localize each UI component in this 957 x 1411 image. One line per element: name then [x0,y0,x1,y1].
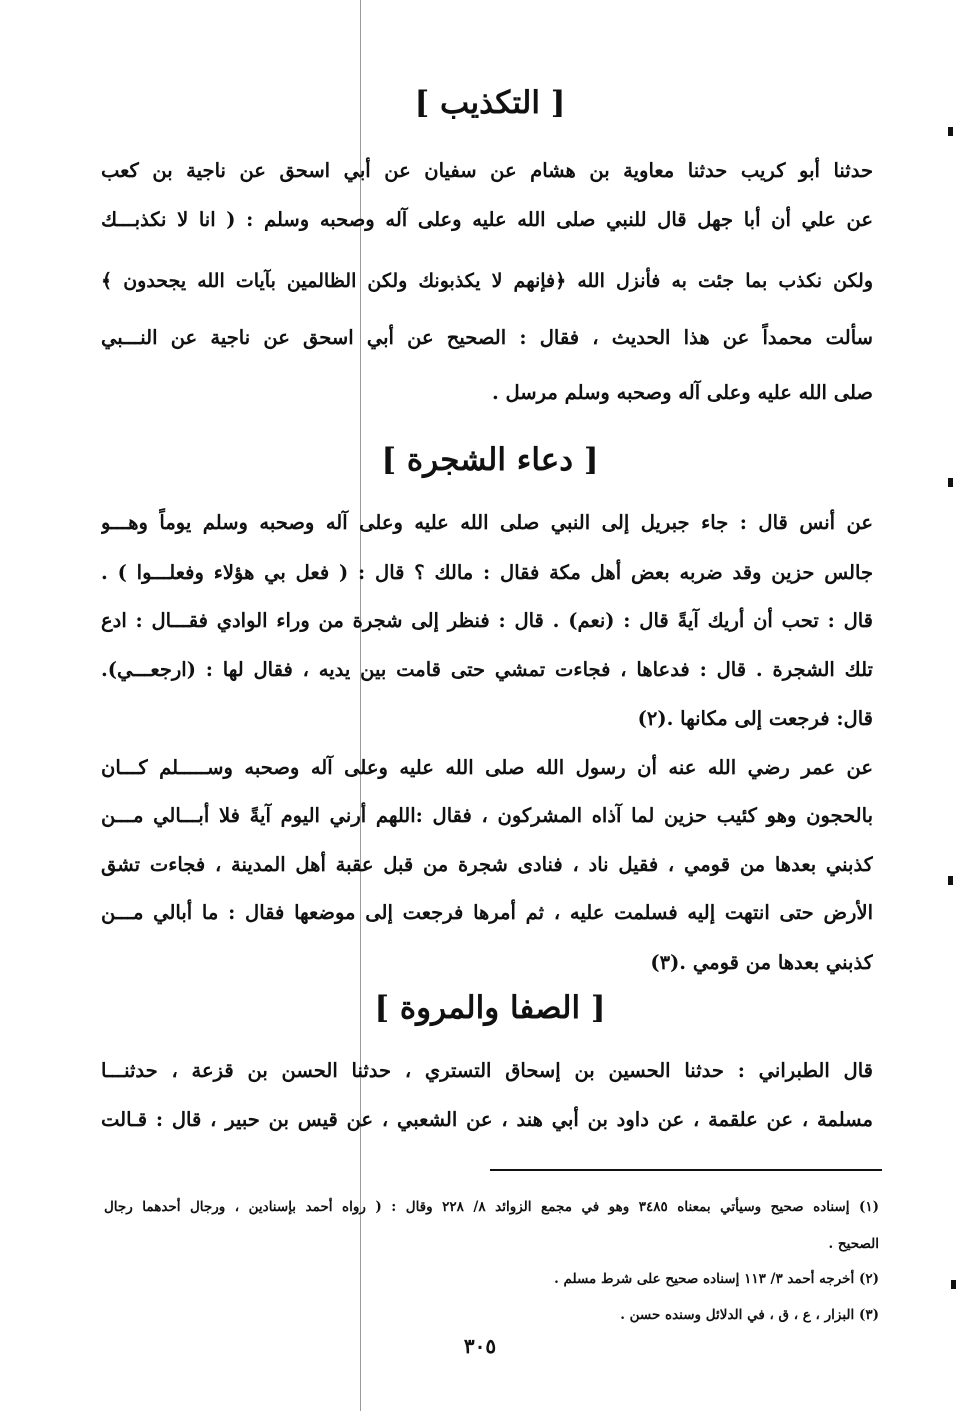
margin-mark [948,876,953,885]
section-heading-safa-marwa: [ الصفا والمروة ] [374,990,606,1026]
text-line: الأرض حتى انتهت إليه فسلمت عليه ، ثم أمرها فرجعت إلى موضعها فقال : ما أبالي مـــن [101,901,873,924]
text-line: عن أنس قال : جاء جبريل إلى النبي صلى الله عليه وعلى آله وصحبه وسلم يوماً وهـــو [101,511,873,534]
footnote-1-continued: الصحيح . [828,1236,879,1252]
text-line: قال الطبراني : حدثنا الحسين بن إسحاق التستري ، حدثنا الحسن بن قزعة ، حدثنـــا [101,1059,873,1082]
text-line: بالحجون وهو كئيب حزين لما آذاه المشركون ، فقال :اللهم أرني اليوم آيةً فلا أبـــالي مـــن [101,804,873,827]
text-line: كذبني بعدها من قومي ، فقيل ناد ، فنادى شجرة من قبل عقبة أهل المدينة ، فجاءت تشق [101,853,873,876]
section-heading-dua-shajara: [ دعاء الشجرة ] [381,442,599,478]
margin-mark [948,478,953,487]
text-line: سألت محمداً عن هذا الحديث ، فقال : الصحيح عن أبي اسحق عن ناجية عن النـــبي [101,326,873,349]
text-line: عن علي أن أبا جهل قال للنبي صلى الله عليه وعلى آله وصحبه وسلم : ( انا لا نكذبـــك [101,208,873,231]
text-line: كذبني بعدها من قومي .(٣) [650,951,873,974]
footnote-1: (١) إسناده صحيح وسيأتي بمعناه ٣٤٨٥ وهو في مجمع الزوائد ٨/ ٢٢٨ وقال : ( رواه أحمد بإسنادين ، ورجال أحدهما رجال [104,1199,879,1215]
section-heading-takdhib: [ التكذيب ] [414,85,566,121]
text-line: مسلمة ، عن علقمة ، عن داود بن أبي هند ، عن الشعبي ، عن قيس بن حبير ، قال : قـالت [101,1108,873,1131]
text-line: قال: فرجعت إلى مكانها .(٢) [637,707,873,730]
footnote-2: (٢) أخرجه أحمد ٣/ ١١٣ إسناده صحيح على شرط مسلم . [554,1271,879,1287]
text-line: تلك الشجرة . قال : فدعاها ، فجاءت تمشي حتى قامت بين يديه ، فقال لها : (ارجعـــي). [101,658,873,681]
text-line-quran-verse: ولكن نكذب بما جئت به فأنزل الله ﴿فإنهم لا يكذبونك ولكن الظالمين بآيات الله يجحدون ﴾ [101,270,873,292]
margin-mark [951,1280,956,1289]
footnote-separator [490,1169,882,1171]
text-line: عن عمر رضي الله عنه أن رسول الله صلى الله عليه وعلى آله وصحبه وســـــلم كـــان [101,756,873,779]
text-line: صلى الله عليه وعلى آله وصحبه وسلم مرسل . [491,381,873,404]
text-line: حدثنا أبو كريب حدثنا معاوية بن هشام عن سفيان عن أبي اسحق عن ناجية بن كعب [101,159,873,182]
text-line: جالس حزين وقد ضربه بعض أهل مكة فقال : مالك ؟ قال : ( فعل بي هؤلاء وفعلـــوا ) . [101,561,873,584]
page-number: ٣٠٥ [463,1334,497,1358]
footnote-3: (٣) البزار ، ع ، ق ، في الدلائل وسنده حسن . [620,1307,879,1323]
margin-mark [948,127,953,136]
text-line: قال : تحب أن أريك آيةً قال : (نعم) . قال : فنظر إلى شجرة من وراء الوادي فقـــال : ادع [101,609,873,632]
